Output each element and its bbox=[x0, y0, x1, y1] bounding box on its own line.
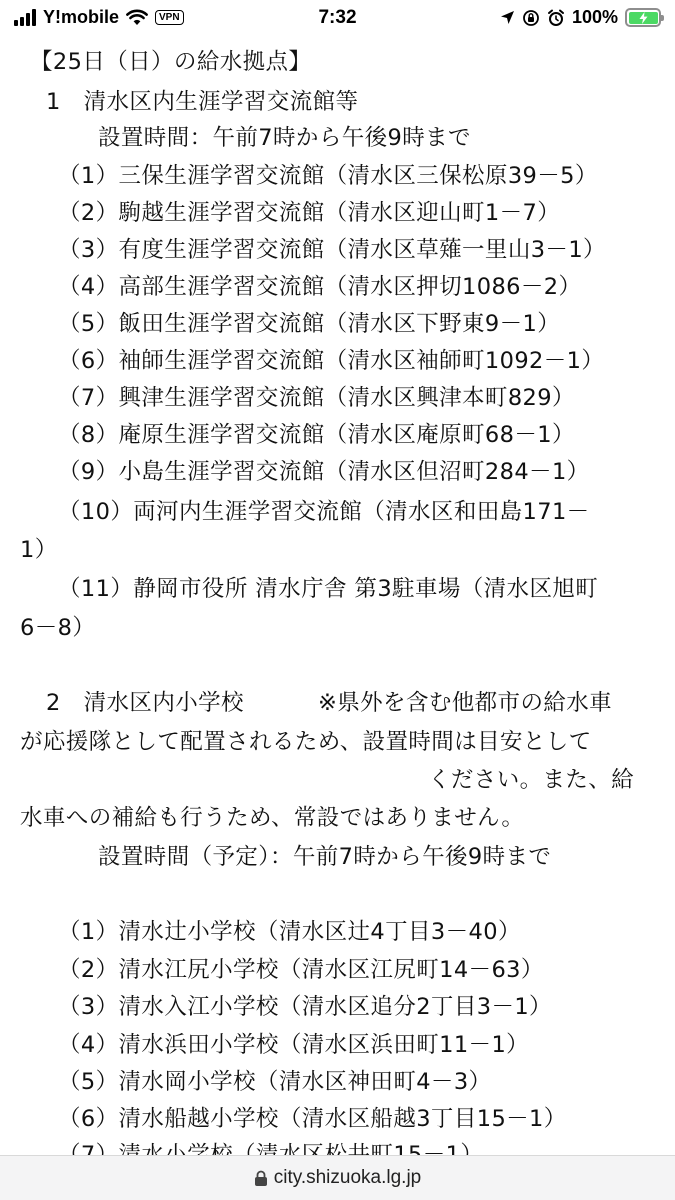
section-1-title: 1 清水区内生涯学習交流館等 bbox=[46, 89, 359, 115]
list-item: （2）駒越生涯学習交流館（清水区迎山町1－7） bbox=[58, 200, 561, 226]
list-item: （11）静岡市役所 清水庁舎 第3駐車場（清水区旭町 bbox=[58, 576, 599, 602]
list-item: （2）清水江尻小学校（清水区江尻町14－63） bbox=[58, 957, 544, 983]
list-item-continuation: 1） bbox=[20, 537, 58, 563]
carrier-name: Y!mobile bbox=[43, 7, 120, 27]
list-item: （8）庵原生涯学習交流館（清水区庵原町68－1） bbox=[58, 422, 575, 448]
list-item: （4）高部生涯学習交流館（清水区押切1086－2） bbox=[58, 274, 582, 300]
section-2-hours: 設置時間（予定）：午前7時から午後9時まで bbox=[98, 844, 552, 870]
list-item: （6）清水船越小学校（清水区船越3丁目15－1） bbox=[58, 1106, 567, 1132]
orientation-lock-icon bbox=[522, 9, 540, 27]
article-heading: 【25日（日）の給水拠点】 bbox=[30, 49, 312, 75]
section-2-note: ※県外を含む他都市の給水車 bbox=[318, 690, 613, 716]
section-2-note: ください。また、給 bbox=[428, 767, 635, 793]
section-2-note: が応援隊として配置されるため、設置時間は目安として bbox=[20, 729, 592, 755]
list-item: （4）清水浜田小学校（清水区浜田町11－1） bbox=[58, 1032, 530, 1058]
list-item: （1）清水辻小学校（清水区辻4丁目3－40） bbox=[58, 919, 521, 945]
list-item: （5）飯田生涯学習交流館（清水区下野東9－1） bbox=[58, 311, 561, 337]
section-2-title: 2 清水区内小学校 bbox=[46, 690, 244, 716]
location-arrow-icon bbox=[500, 10, 515, 25]
lock-icon bbox=[254, 1170, 268, 1187]
battery-icon bbox=[625, 8, 661, 27]
url-domain[interactable]: city.shizuoka.lg.jp bbox=[273, 1167, 422, 1188]
status-time: 7:32 bbox=[318, 7, 357, 28]
list-item: （5）清水岡小学校（清水区神田町4－3） bbox=[58, 1069, 492, 1095]
battery-percent: 100% bbox=[571, 7, 618, 27]
status-bar bbox=[0, 0, 675, 38]
list-item: （7）興津生涯学習交流館（清水区興津本町829） bbox=[58, 385, 575, 411]
list-item: （3）有度生涯学習交流館（清水区草薙一里山3－1） bbox=[58, 237, 606, 263]
list-item: （10）両河内生涯学習交流館（清水区和田島171－ bbox=[58, 499, 590, 525]
alarm-clock-icon bbox=[547, 9, 565, 27]
list-item-continuation: 6－8） bbox=[20, 615, 96, 641]
list-item: （1）三保生涯学習交流館（清水区三保松原39－5） bbox=[58, 163, 598, 189]
section-2-note: 水車への補給も行うため、常設ではありません。 bbox=[20, 805, 525, 831]
status-right bbox=[500, 7, 661, 28]
list-item: （9）小島生涯学習交流館（清水区但沼町284－1） bbox=[58, 459, 590, 485]
section-1-hours: 設置時間：午前7時から午後9時まで bbox=[98, 125, 471, 151]
list-item: （3）清水入江小学校（清水区追分2丁目3－1） bbox=[58, 994, 552, 1020]
list-item: （6）袖師生涯学習交流館（清水区袖師町1092－1） bbox=[58, 348, 605, 374]
vpn-badge: VPN bbox=[155, 10, 184, 25]
charging-bolt-icon bbox=[639, 12, 648, 24]
address-bar[interactable] bbox=[0, 1155, 675, 1200]
